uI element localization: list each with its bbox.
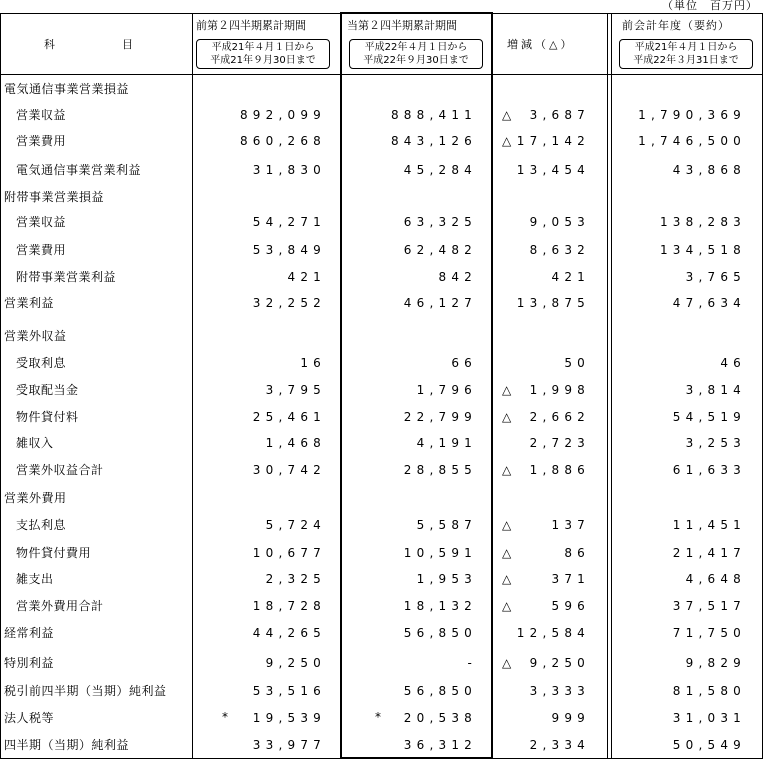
diff-value: 9,250 <box>529 656 590 670</box>
diff-value: 2,723 <box>529 436 590 450</box>
prev-value: 53,849 <box>252 243 326 257</box>
curr-col-top <box>340 12 493 14</box>
table-row <box>0 650 763 676</box>
row-label: 営業外費用合計 <box>16 599 104 613</box>
row-label: 四半期（当期）純利益 <box>4 738 130 752</box>
table-row <box>0 404 763 430</box>
prev-value: 18,728 <box>252 599 326 613</box>
unit-note: （単位 百万円） <box>662 0 758 12</box>
row-label: 営業費用 <box>16 134 67 148</box>
negative-marker: △ <box>502 410 512 424</box>
table-row <box>0 157 763 183</box>
fy-value: 61,633 <box>672 463 746 477</box>
fy-value: 3,814 <box>685 383 746 397</box>
header-prev-period-end: 平成21年９月30日まで <box>210 55 316 66</box>
prev-value: 32,252 <box>252 296 326 310</box>
negative-marker: △ <box>502 134 512 148</box>
prev-value: 9,250 <box>265 656 326 670</box>
prev-value: 16 <box>300 356 326 370</box>
negative-marker: △ <box>502 546 512 560</box>
fy-value: 71,750 <box>672 626 746 640</box>
fy-value: 47,634 <box>672 296 746 310</box>
prev-value: 860,268 <box>239 134 326 148</box>
row-label: 営業収益 <box>16 215 67 229</box>
table-row <box>0 184 763 210</box>
fy-value: 1,790,369 <box>638 108 746 122</box>
fy-value: 3,253 <box>685 436 746 450</box>
negative-marker: △ <box>502 599 512 613</box>
fy-value: 37,517 <box>672 599 746 613</box>
negative-marker: △ <box>502 572 512 586</box>
prev-value: 892,099 <box>239 108 326 122</box>
negative-marker: △ <box>502 108 512 122</box>
prev-value: 53,516 <box>252 684 326 698</box>
row-label: 経常利益 <box>4 626 55 640</box>
fy-value: 54,519 <box>672 410 746 424</box>
header-diff: 増減（△） <box>507 38 575 51</box>
row-label: 雑収入 <box>16 436 54 450</box>
curr-value: 28,855 <box>403 463 477 477</box>
curr-value: 1,953 <box>416 572 477 586</box>
header-item: 科 目 <box>44 38 135 51</box>
curr-value: 4,191 <box>416 436 477 450</box>
header-prev: 前第２四半期累計期間 <box>196 19 306 32</box>
prev-value: 44,265 <box>252 626 326 640</box>
prev-value: 19,539 <box>252 711 326 725</box>
fy-value: 81,580 <box>672 684 746 698</box>
header-fy: 前会計年度（要約） <box>622 19 730 32</box>
curr-value: 18,132 <box>403 599 477 613</box>
curr-value: 22,799 <box>403 410 477 424</box>
curr-value: 56,850 <box>403 684 477 698</box>
table-row <box>0 620 763 646</box>
diff-value: 371 <box>551 572 590 586</box>
diff-value: 12,584 <box>516 626 590 640</box>
prev-value: 3,795 <box>265 383 326 397</box>
header-fy-period-end: 平成22年３月31日まで <box>633 55 739 66</box>
fy-value: 4,648 <box>685 572 746 586</box>
prev-value: 5,724 <box>265 518 326 532</box>
prev-value: 10,677 <box>252 546 326 560</box>
curr-value: 46,127 <box>403 296 477 310</box>
diff-value: 50 <box>564 356 590 370</box>
curr-value: - <box>467 656 477 670</box>
negative-marker: △ <box>502 518 512 532</box>
prev-value: 54,271 <box>252 215 326 229</box>
diff-value: 13,454 <box>516 163 590 177</box>
header-fy-period-start: 平成21年４月１日から <box>634 42 738 53</box>
fy-value: 31,031 <box>672 711 746 725</box>
prev-value: 1,468 <box>265 436 326 450</box>
row-label: 営業費用 <box>16 243 67 257</box>
diff-value: 3,333 <box>529 684 590 698</box>
curr-footnote-mark: * <box>375 710 381 724</box>
table-row <box>0 678 763 704</box>
row-label: 営業外費用 <box>4 491 67 505</box>
fy-value: 46 <box>720 356 746 370</box>
diff-value: 17,142 <box>516 134 590 148</box>
row-label: 雑支出 <box>16 572 54 586</box>
fy-value: 138,283 <box>659 215 746 229</box>
diff-value: 2,334 <box>529 738 590 752</box>
fy-value: 21,417 <box>672 546 746 560</box>
table-row <box>0 290 763 316</box>
curr-value: 842 <box>438 270 477 284</box>
diff-value: 3,687 <box>529 108 590 122</box>
diff-value: 8,632 <box>529 243 590 257</box>
fy-value: 9,829 <box>685 656 746 670</box>
row-label: 営業外収益 <box>4 329 67 343</box>
diff-value: 1,886 <box>529 463 590 477</box>
table-row <box>0 237 763 263</box>
fy-value: 11,451 <box>672 518 746 532</box>
table-row <box>0 512 763 538</box>
diff-value: 999 <box>551 711 590 725</box>
curr-value: 56,850 <box>403 626 477 640</box>
prev-value: 30,742 <box>252 463 326 477</box>
table-row <box>0 350 763 376</box>
header-prev-period-start: 平成21年４月１日から <box>211 42 315 53</box>
row-label: 電気通信事業営業利益 <box>16 163 142 177</box>
fy-value: 134,518 <box>659 243 746 257</box>
fy-value: 43,868 <box>672 163 746 177</box>
row-label: 税引前四半期（当期）純利益 <box>4 684 167 698</box>
diff-value: 1,998 <box>529 383 590 397</box>
table-top-border <box>0 13 609 14</box>
row-label: 受取利息 <box>16 356 67 370</box>
diff-value: 86 <box>564 546 590 560</box>
prev-footnote-mark: * <box>222 710 228 724</box>
table-row <box>0 128 763 154</box>
table-row <box>0 540 763 566</box>
diff-value: 421 <box>551 270 590 284</box>
row-label: 物件貸付料 <box>16 410 79 424</box>
curr-value: 843,126 <box>390 134 477 148</box>
row-label: 受取配当金 <box>16 383 79 397</box>
table-row <box>0 377 763 403</box>
prev-value: 2,325 <box>265 572 326 586</box>
table-row <box>0 732 763 758</box>
header-curr: 当第２四半期累計期間 <box>347 19 457 32</box>
row-label: 附帯事業営業利益 <box>16 270 117 284</box>
row-label: 営業外収益合計 <box>16 463 104 477</box>
table-row <box>0 457 763 483</box>
prev-value: 33,977 <box>252 738 326 752</box>
table-row <box>0 705 763 731</box>
negative-marker: △ <box>502 656 512 670</box>
table-row <box>0 323 763 349</box>
table-row <box>0 102 763 128</box>
row-label: 営業収益 <box>16 108 67 122</box>
curr-value: 10,591 <box>403 546 477 560</box>
prev-value: 25,461 <box>252 410 326 424</box>
table-row <box>0 566 763 592</box>
prev-value: 421 <box>287 270 326 284</box>
curr-value: 63,325 <box>403 215 477 229</box>
diff-value: 9,053 <box>529 215 590 229</box>
table-row <box>0 209 763 235</box>
negative-marker: △ <box>502 383 512 397</box>
table-row <box>0 485 763 511</box>
table-row <box>0 264 763 290</box>
fy-value: 3,765 <box>685 270 746 284</box>
table-row <box>0 76 763 102</box>
curr-value: 45,284 <box>403 163 477 177</box>
curr-value: 5,587 <box>416 518 477 532</box>
fy-value: 1,746,500 <box>638 134 746 148</box>
curr-value: 1,796 <box>416 383 477 397</box>
diff-value: 137 <box>551 518 590 532</box>
table-row <box>0 430 763 456</box>
table-row <box>0 593 763 619</box>
diff-value: 596 <box>551 599 590 613</box>
row-label: 特別利益 <box>4 656 55 670</box>
header-bottom-border <box>0 74 763 75</box>
row-label: 支払利息 <box>16 518 67 532</box>
header-curr-period-end: 平成22年９月30日まで <box>363 55 469 66</box>
table-top-border-fy <box>609 13 763 14</box>
curr-value: 20,538 <box>403 711 477 725</box>
negative-marker: △ <box>502 463 512 477</box>
curr-value: 62,482 <box>403 243 477 257</box>
row-label: 営業利益 <box>4 296 55 310</box>
diff-value: 2,662 <box>529 410 590 424</box>
fy-value: 50,549 <box>672 738 746 752</box>
row-label: 電気通信事業営業損益 <box>4 82 130 96</box>
curr-value: 66 <box>451 356 477 370</box>
row-label: 物件貸付費用 <box>16 546 92 560</box>
prev-value: 31,830 <box>252 163 326 177</box>
curr-value: 888,411 <box>390 108 477 122</box>
row-label: 附帯事業営業損益 <box>4 190 105 204</box>
diff-value: 13,875 <box>516 296 590 310</box>
curr-value: 36,312 <box>403 738 477 752</box>
row-label: 法人税等 <box>4 711 55 725</box>
header-curr-period-start: 平成22年４月１日から <box>364 42 468 53</box>
